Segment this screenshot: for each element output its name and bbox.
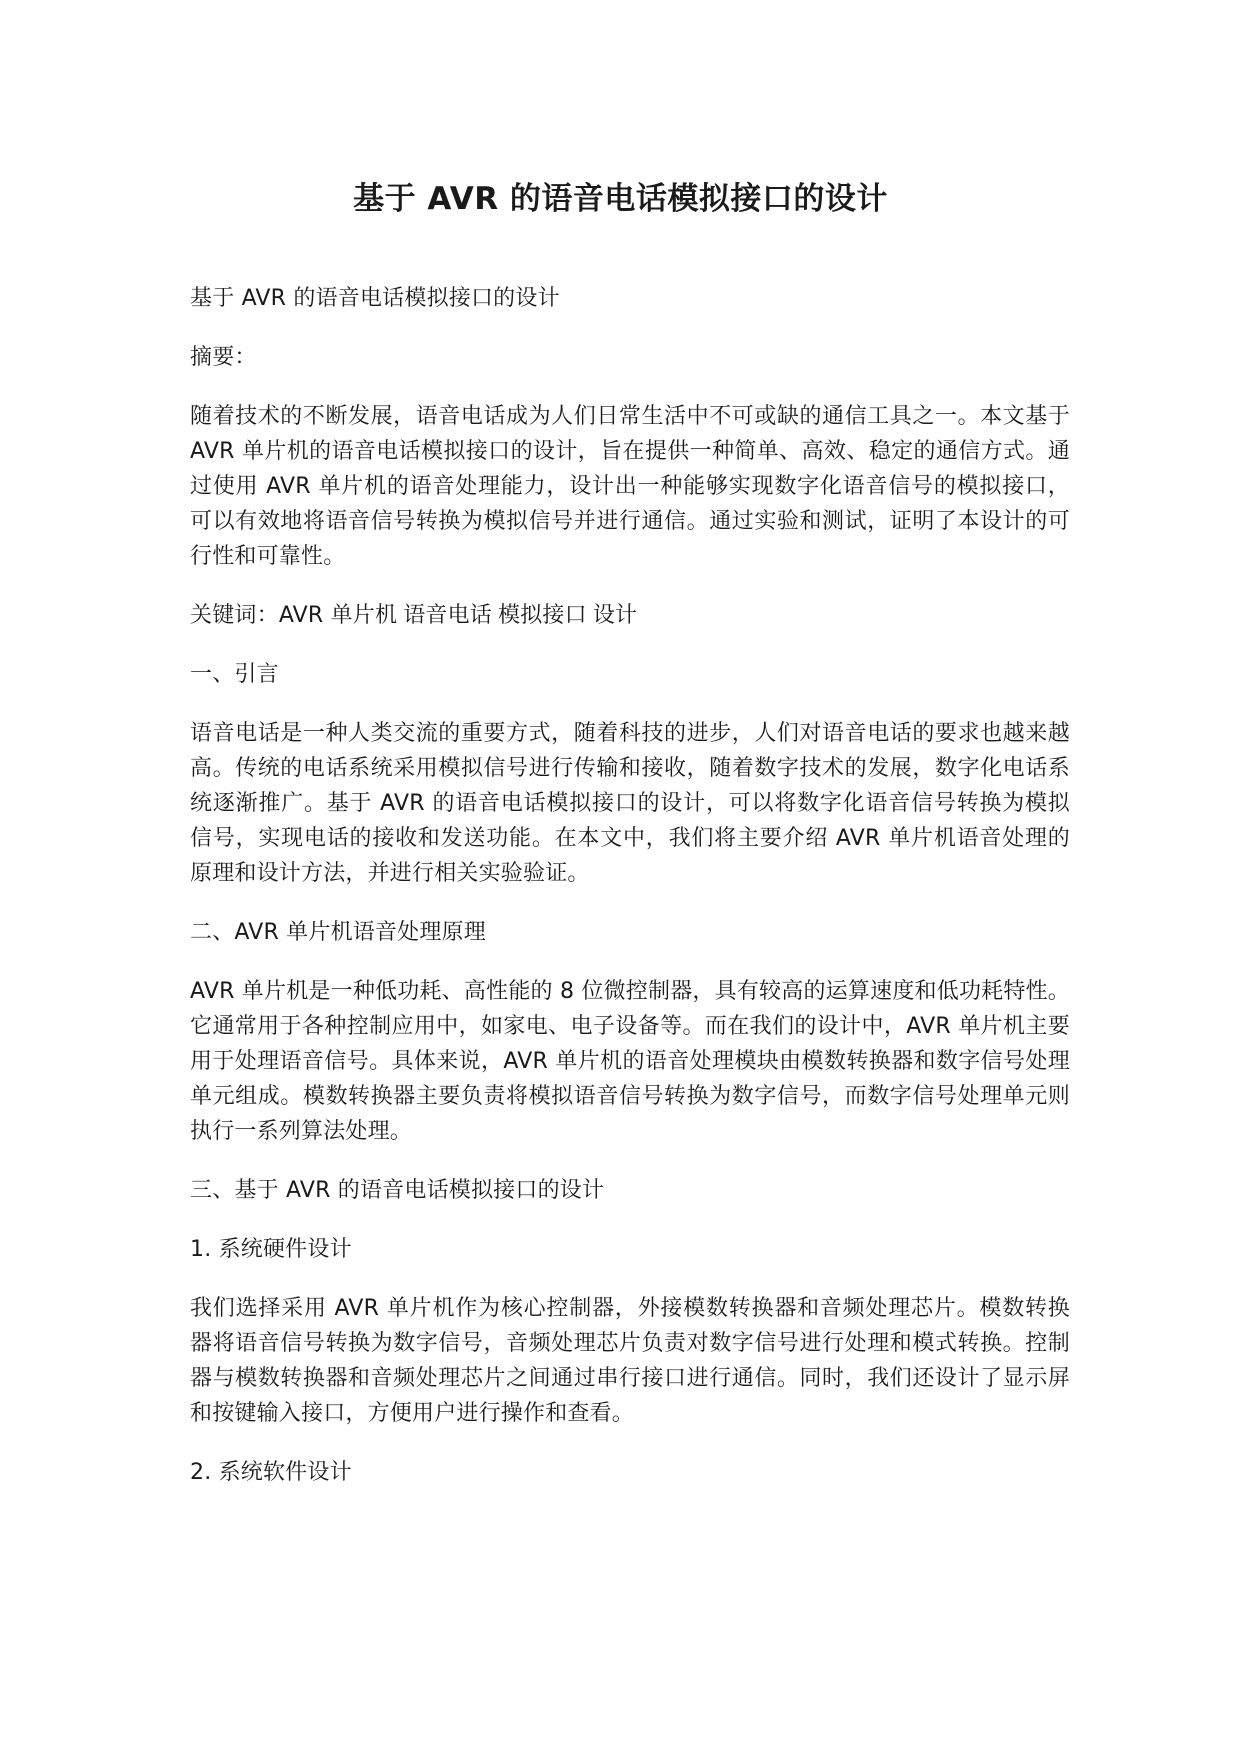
document-body xyxy=(190,281,1070,1514)
keywords-line xyxy=(190,598,1070,633)
section-heading: 二、AVR 单片机语音处理原理 xyxy=(190,920,486,945)
subsection-heading: 1. 系统硬件设计 xyxy=(190,1237,352,1262)
keyword-item: 语音电话 xyxy=(403,603,492,628)
subsection-heading: 2. 系统软件设计 xyxy=(190,1460,352,1485)
keywords-label: 关键词： xyxy=(190,603,279,628)
abstract-text: 随着技术的不断发展，语音电话成为人们日常生活中不可或缺的通信工具之一。本文基于 AVR 单片机的语音电话模拟接口的设计，旨在提供一种简单、高效、稳定的通信方式。通过使用 AVR 单片机的语音处理能力，设计出一种能够实现数字化语音信号的模拟接口，可以有效地将语音信号转换为模拟信号并进行通信。通过实验和测试，证明了本设计的可行性和可靠性。 xyxy=(190,404,1070,569)
abstract-label: 摘要： xyxy=(190,345,257,370)
keyword-item: 设计 xyxy=(592,603,638,628)
subsection-text: 我们选择采用 AVR 单片机作为核心控制器，外接模数转换器和音频处理芯片。模数转换器将语音信号转换为数字信号，音频处理芯片负责对数字信号进行处理和模式转换。控制器与模数转换器和音频处理芯片之间通过串行接口进行通信。同时，我们还设计了显示屏和按键输入接口，方便用户进行操作和查看。 xyxy=(190,1296,1070,1426)
section-heading: 三、基于 AVR 的语音电话模拟接口的设计 xyxy=(190,1178,605,1203)
section-text: 语音电话是一种人类交流的重要方式，随着科技的进步，人们对语音电话的要求也越来越高。传统的电话系统采用模拟信号进行传输和接收，随着数字技术的发展，数字化电话系统逐渐推广。基于 AVR 的语音电话模拟接口的设计，可以将数字化语音信号转换为模拟信号，实现电话的接收和发送功能。在本文中，我们将主要介绍 AVR 单片机语音处理的原理和设计方法，并进行相关实验验证。 xyxy=(190,721,1070,886)
keyword-item: 模拟接口 xyxy=(498,603,587,628)
document-subtitle: 基于 AVR 的语音电话模拟接口的设计 xyxy=(190,286,560,311)
document-title: 基于 AVR 的语音电话模拟接口的设计 xyxy=(353,181,888,217)
keyword-item: AVR 单片机 xyxy=(278,603,398,628)
section-heading: 一、引言 xyxy=(190,662,279,687)
section-text: AVR 单片机是一种低功耗、高性能的 8 位微控制器，具有较高的运算速度和低功耗特性。它通常用于各种控制应用中，如家电、电子设备等。而在我们的设计中，AVR 单片机主要用于处理语音信号。具体来说，AVR 单片机的语音处理模块由模数转换器和数字信号处理单元组成。模数转换器主要负责将模拟语音信号转换为数字信号，而数字信号处理单元则执行一系列算法处理。 xyxy=(190,979,1070,1144)
